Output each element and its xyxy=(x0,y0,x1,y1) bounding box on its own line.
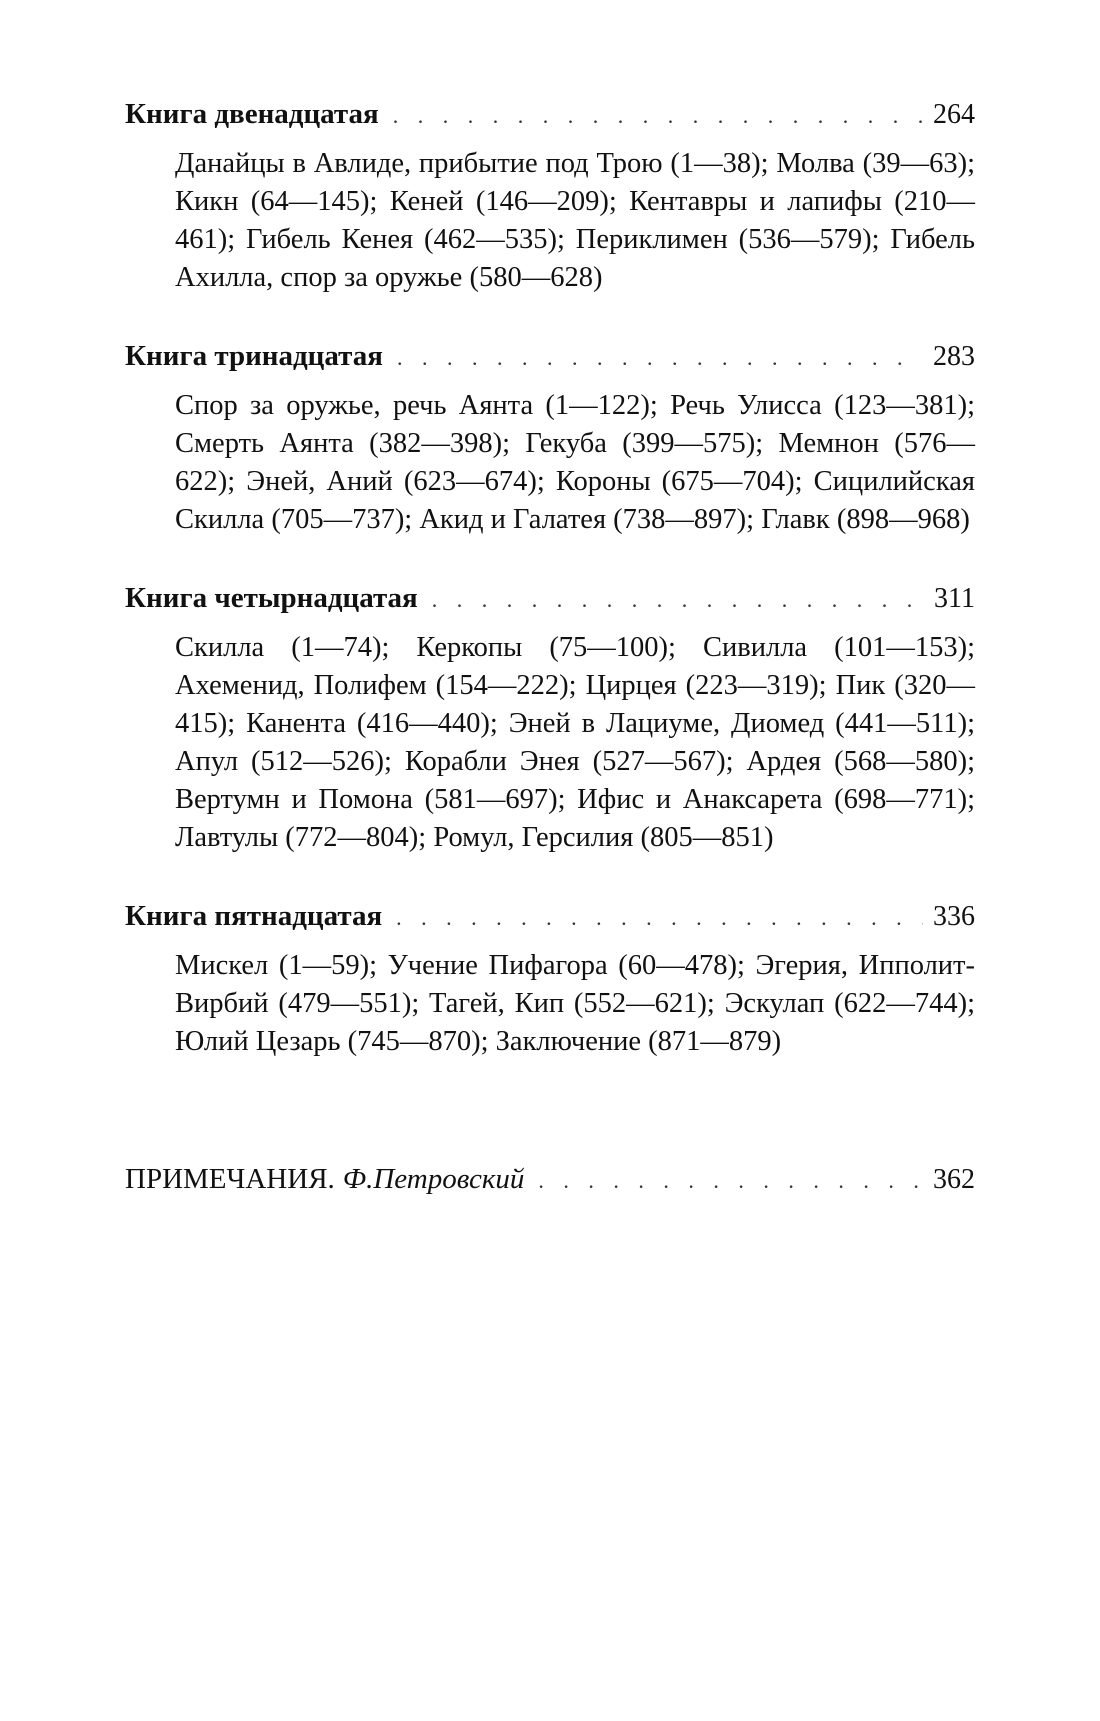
book-title: Книга четырнадцатая xyxy=(125,582,418,614)
toc-entry-book-12 xyxy=(125,95,975,297)
toc-entry-book-14 xyxy=(125,579,975,857)
notes-author: Ф.Петровский xyxy=(342,1163,525,1195)
book-title: Книга двенадцатая xyxy=(125,98,379,130)
book-title: Книга пятнадцатая xyxy=(125,900,383,932)
toc-heading-line[interactable] xyxy=(125,1160,975,1200)
page-number: 311 xyxy=(934,583,975,614)
book-title: Книга тринадцатая xyxy=(125,340,383,372)
toc-heading-line[interactable] xyxy=(125,897,975,937)
book-contents: Данайцы в Авлиде, прибытие под Трою (1—38); Молва (39—63); Кикн (64—145); Кеней (146—209); Кентавры и лапифы (210—461); Гибель Кенея (462—535); Периклимен (536—579); Гибель Ахилла, спор за оружье (580—628) xyxy=(175,148,975,293)
table-of-contents xyxy=(125,95,975,1101)
dot-leader xyxy=(393,97,923,135)
book-contents: Скилла (1—74); Керкопы (75—100); Сивилла (101—153); Ахеменид, Полифем (154—222); Цирцея (223—319); Пик (320—415); Канента (416—440); Эней в Лациуме, Диомед (441—511); Апул (512—526); Корабли Энея (527—567); Ардея (568—580); Вертумн и Помона (581—697); Ифис и Анаксарета (698—771); Лавтулы (772—804); Ромул, Герсилия (805—851) xyxy=(175,632,975,853)
book-contents: Мискел (1—59); Учение Пифагора (60—478); Эгерия, Ипполит-Вирбий (479—551); Тагей, Кип (552—621); Эскулап (622—744); Юлий Цезарь (745—870); Заключение (871—879) xyxy=(175,950,975,1057)
notes-title: ПРИМЕЧАНИЯ. xyxy=(125,1163,335,1195)
page-number: 336 xyxy=(933,901,975,932)
toc-entry-book-13 xyxy=(125,337,975,539)
dot-leader xyxy=(397,339,923,377)
dot-leader xyxy=(396,899,923,937)
page-number: 264 xyxy=(933,99,975,130)
dot-leader xyxy=(432,581,924,619)
toc-entry-book-15 xyxy=(125,897,975,1061)
page-number: 283 xyxy=(933,341,975,372)
toc-heading-line[interactable] xyxy=(125,337,975,377)
toc-heading-line[interactable] xyxy=(125,579,975,619)
book-contents: Спор за оружье, речь Аянта (1—122); Речь Улисса (123—381); Смерть Аянта (382—398); Гекуба (399—575); Мемнон (576—622); Эней, Аний (623—674); Короны (675—704); Сицилийская Скилла (705—737); Акид и Галатея (738—897); Главк (898—968) xyxy=(175,390,975,535)
toc-entry-notes xyxy=(125,1160,975,1200)
notes-title-group xyxy=(125,1160,538,1198)
toc-heading-line[interactable] xyxy=(125,95,975,135)
page-number: 362 xyxy=(933,1164,975,1195)
dot-leader xyxy=(538,1162,923,1200)
